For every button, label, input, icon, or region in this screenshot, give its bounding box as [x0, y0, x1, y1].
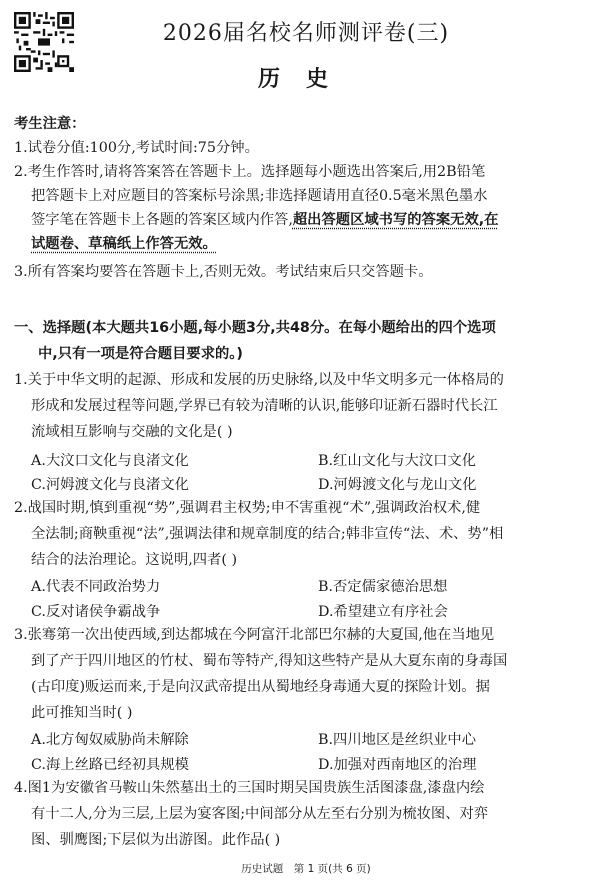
q3-option-c: C.海上丝路已经初具规模	[31, 757, 189, 773]
notice-item-2-line-1: 2.考生作答时,请将答案答在答题卡上。选择题每小题选出答案后,用2B铅笔	[14, 164, 486, 180]
section-heading-line-1: 一、选择题(本大题共16小题,每小题3分,共48分。在每小题给出的四个选项	[14, 320, 496, 336]
notice-item-2-line-4: 试题卷、草稿纸上作答无效。	[31, 236, 217, 252]
q3-stem-line-2: 到了产于四川地区的竹杖、蜀布等特产,得知这些特产是从大夏东南的身毒国	[31, 653, 508, 669]
q3-stem-line-4: 此可推知当时( )	[31, 705, 133, 721]
q4-stem-line-1: 4.图1为安徽省马鞍山朱然墓出土的三国时期吴国贵族生活图漆盘,漆盘内绘	[14, 780, 485, 796]
section-heading-line-2: 中,只有一项是符合题目要求的。)	[38, 346, 243, 362]
q2-stem-line-2: 全法制;商鞅重视“法”,强调法律和规章制度的结合;韩非宣传“法、术、势”相	[31, 526, 504, 542]
q4-stem-line-2: 有十二人,分为三层,上层为宴客图;中间部分从左至右分别为梳妆图、对弈	[31, 806, 489, 822]
q3-option-a: A.北方匈奴威胁尚未解除	[31, 732, 189, 748]
q2-stem-line-3: 结合的法治理论。这说明,四者( )	[31, 552, 238, 568]
q3-option-b: B.四川地区是丝织业中心	[318, 732, 477, 748]
q3-stem-line-3: (古印度)贩运而来,于是向汉武帝提出从蜀地经身毒通大夏的探险计划。据	[31, 679, 490, 695]
q2-option-c: C.反对诸侯争霸战争	[31, 604, 161, 620]
q1-stem-line-2: 形成和发展过程等问题,学界已有较为清晰的认识,能够印证新石器时代长江	[31, 398, 498, 414]
q1-option-b: B.红山文化与大汶口文化	[318, 453, 477, 469]
q1-option-a: A.大汶口文化与良渚文化	[31, 453, 189, 469]
q1-stem-line-1: 1.关于中华文明的起源、形成和发展的历史脉络,以及中华文明多元一体格局的	[14, 372, 504, 388]
q2-option-a: A.代表不同政治势力	[31, 579, 161, 595]
notice-item-2-line-3	[31, 212, 498, 229]
q1-option-c: C.河姆渡文化与良渚文化	[31, 477, 189, 493]
q2-option-d: D.希望建立有序社会	[318, 604, 448, 620]
notice-item-2-line-2: 把答题卡上对应题目的答案标号涂黑;非选择题请用直径0.5毫米黑色墨水	[31, 188, 488, 204]
q4-stem-line-3: 图、驯鹰图;下层似为出游图。此作品( )	[31, 832, 281, 848]
notice-item-1: 1.试卷分值:100分,考试时间:75分钟。	[14, 140, 259, 156]
subject-title: 历史	[257, 67, 354, 92]
q1-stem-line-3: 流域相互影响与交融的文化是( )	[31, 424, 233, 440]
page-footer: 历史试题 第 1 页(共 6 页)	[241, 863, 371, 875]
notice-item-3: 3.所有答案均要答在答题卡上,否则无效。考试结束后只交答题卡。	[14, 264, 433, 280]
q1-option-d: D.河姆渡文化与龙山文化	[318, 477, 477, 493]
exam-title: 2026届名校名师测评卷(三)	[162, 21, 450, 46]
q3-option-d: D.加强对西南地区的治理	[318, 757, 477, 773]
notice-item-2-line-3b: 超出答题区域书写的答案无效,在	[292, 212, 499, 228]
q2-stem-line-1: 2.战国时期,慎到重视“势”,强调君主权势;申不害重视“术”,强调政治权术,健	[14, 500, 481, 516]
q2-option-b: B.否定儒家德治思想	[318, 579, 448, 595]
notice-item-2-line-3a: 签字笔在答题卡上各题的答案区域内作答,	[31, 212, 293, 228]
notice-heading: 考生注意：	[14, 116, 86, 132]
q3-stem-line-1: 3.张骞第一次出使西域,到达都城在今阿富汗北部巴尔赫的大夏国,他在当地见	[14, 627, 495, 643]
